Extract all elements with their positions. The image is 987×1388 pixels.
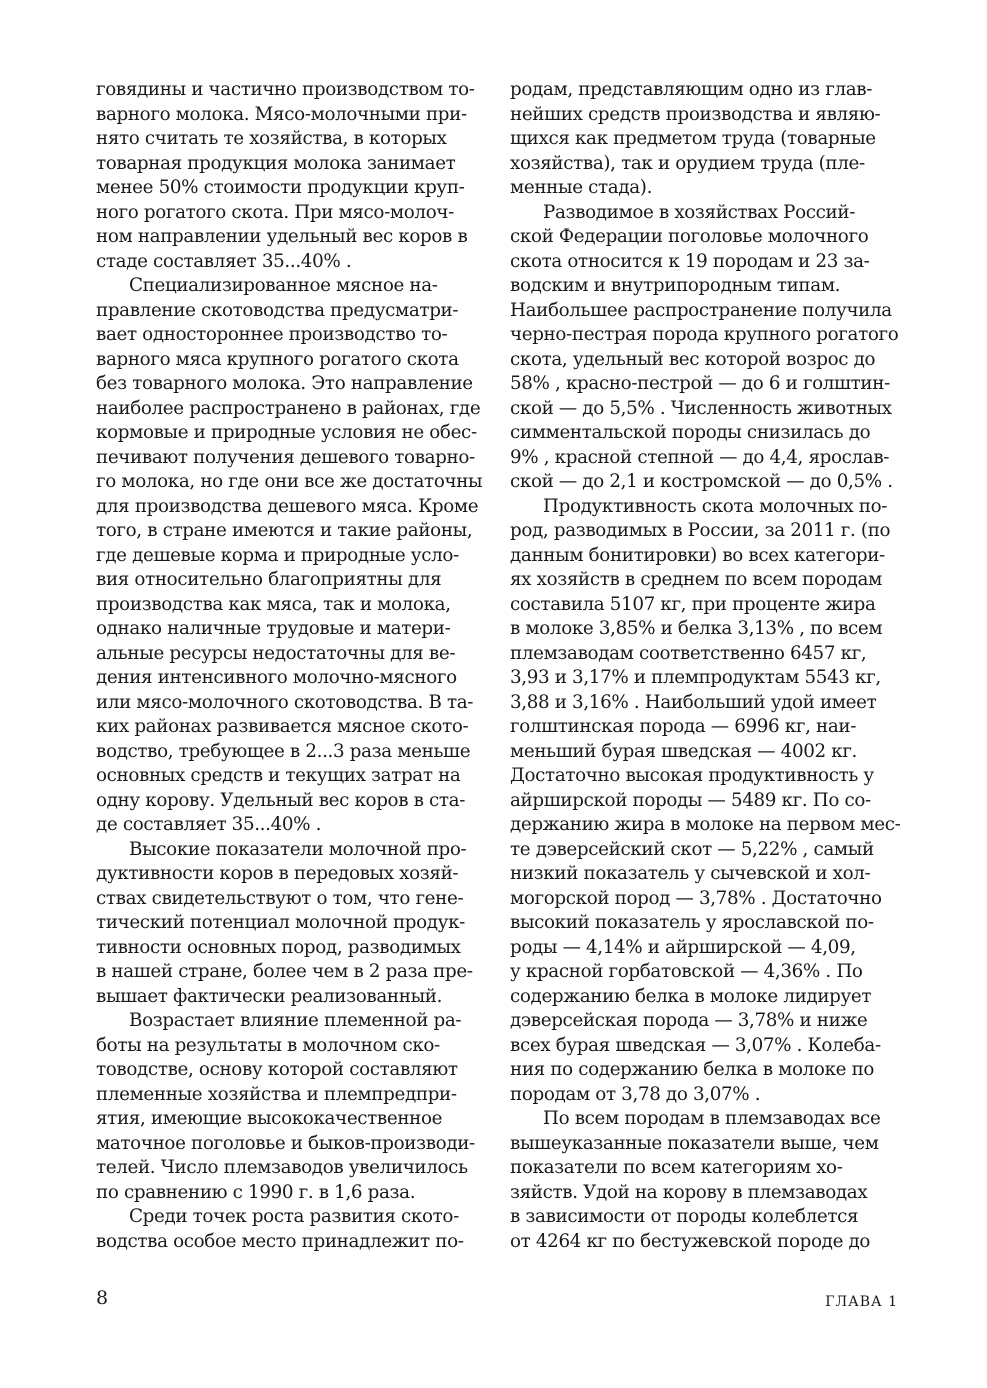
text-line: племенные хозяйства и племпредпри- — [96, 1083, 457, 1105]
text-line: ской — до 5,5% . Численность животных — [510, 397, 892, 419]
text-line: дуктивности коров в передовых хозяй- — [96, 863, 459, 884]
text-line: правление скотоводства предусматри- — [96, 299, 459, 321]
text-line: те дэверсейский скот — 5,22% , самый — [510, 838, 874, 860]
text-line: ких районах развивается мясное ското- — [96, 716, 469, 737]
text-line: ния по содержанию белка в молоке по — [510, 1059, 875, 1080]
text-line: Разводимое в хозяйствах Россий- — [543, 201, 856, 223]
text-line: Наибольшее распространение получила — [510, 299, 892, 321]
text-line: одну корову. Удельный вес коров в ста- — [96, 789, 466, 811]
text-line: без товарного молока. Это направление — [96, 373, 473, 394]
text-line: стаде составляет 35...40% . — [96, 250, 352, 272]
text-line: породам от 3,78 до 3,07% . — [510, 1083, 761, 1105]
text-line: ской — до 2,1 и костромской — до 0,5% . — [510, 471, 893, 492]
text-line: род, разводимых в России, за 2011 г. (по — [510, 520, 891, 541]
text-line: высокий показатель у ярославской по- — [510, 912, 874, 933]
text-line: родам, представляющим одно из глав- — [510, 79, 873, 100]
text-line: всех бурая шведская — 3,07% . Колеба- — [510, 1034, 881, 1056]
text-line: по сравнению с 1990 г. в 1,6 раза. — [96, 1181, 416, 1203]
page-number: 8 — [96, 1287, 109, 1309]
text-line: основных средств и текущих затрат на — [96, 765, 461, 786]
text-line: нято считать те хозяйства, в которых — [96, 128, 447, 149]
text-line: боты на результаты в молочном ско- — [96, 1034, 440, 1056]
text-line: варного мяса крупного рогатого скота — [96, 348, 459, 370]
text-line: 58% , красно-пестрой — до 6 и голштин- — [510, 373, 890, 394]
text-line: производства как мяса, так и молока, — [96, 593, 451, 615]
text-line: варного молока. Мясо-молочными при- — [96, 103, 467, 125]
text-line: в молоке 3,85% и белка 3,13% , по всем — [510, 618, 883, 639]
text-line: Продуктивность скота молочных по- — [543, 495, 888, 517]
text-line: для производства дешевого мяса. Кроме — [96, 495, 479, 517]
text-line: де составляет 35...40% . — [96, 814, 322, 835]
text-line: тический потенциал молочной продук- — [96, 912, 465, 933]
text-line: менные стада). — [510, 177, 653, 198]
text-line: роды — 4,14% и айрширской — 4,09, — [510, 936, 856, 958]
text-line: товодстве, основу которой составляют — [96, 1059, 458, 1080]
text-line: у красной горбатовской — 4,36% . По — [510, 961, 863, 982]
text-line: Специализированное мясное на- — [129, 275, 438, 296]
text-line: ствах свидетельствуют о том, что гене- — [96, 887, 464, 909]
text-line: печивают получения дешевого товарно- — [96, 446, 475, 468]
text-line: товарная продукция молока занимает — [96, 152, 456, 174]
text-line: телей. Число племзаводов увеличилось — [96, 1157, 468, 1178]
text-line: вает одностороннее производство то- — [96, 324, 448, 345]
text-line: составила 5107 кг, при проценте жира — [510, 593, 876, 615]
text-line: наиболее распространено в районах, где — [96, 397, 481, 419]
text-line: маточное поголовье и быков-производи- — [96, 1132, 475, 1154]
text-line: симментальской породы снизилась до — [510, 422, 871, 443]
text-line: вышает фактически реализованный. — [96, 985, 443, 1007]
text-line: Возрастает влияние племенной ра- — [129, 1010, 462, 1031]
text-line: Среди точек роста развития ското- — [129, 1206, 459, 1227]
text-line: 9% , красной степной — до 4,4, ярослав- — [510, 446, 890, 468]
text-line: где дешевые корма и природные усло- — [96, 544, 459, 566]
text-line: однако наличные трудовые и матери- — [96, 618, 451, 639]
text-line: го молока, но где они все же достаточны — [96, 471, 483, 492]
text-line: держанию жира в молоке на первом мес- — [510, 814, 901, 835]
text-line: дения интенсивного молочно-мясного — [96, 667, 457, 688]
text-line: низкий показатель у сычевской и хол- — [510, 863, 871, 884]
text-line: альные ресурсы недостаточны для ве- — [96, 642, 456, 664]
text-line: кормовые и природные условия не обес- — [96, 422, 477, 443]
text-line: голштинская порода — 6996 кг, наи- — [510, 716, 857, 737]
text-line: ях хозяйств в среднем по всем породам — [510, 569, 882, 590]
text-line: менее 50% стоимости продукции круп- — [96, 177, 465, 198]
text-line: ного рогатого скота. При мясо-молоч- — [96, 201, 454, 223]
text-line: говядины и частично производством то- — [96, 79, 475, 100]
text-line: щихся как предметом труда (товарные — [510, 128, 876, 149]
running-head: ГЛАВА 1 — [825, 1294, 898, 1310]
text-line: содержанию белка в молоке лидирует — [510, 985, 872, 1007]
right-text-column — [510, 78, 900, 1254]
text-line: нейших средств производства и являю- — [510, 103, 881, 125]
text-line: 3,88 и 3,16% . Наибольший удой имеет — [510, 691, 877, 713]
text-line: Высокие показатели молочной про- — [129, 838, 467, 860]
text-line: от 4264 кг по бестужевской породе до — [510, 1230, 871, 1252]
text-line: хозяйства), так и орудием труда (пле- — [510, 152, 865, 174]
text-line: в зависимости от породы колеблется — [510, 1206, 859, 1227]
text-line: данным бонитировки) во всех категори- — [510, 544, 885, 566]
text-line: айрширской породы — 5489 кг. По со- — [510, 789, 871, 811]
text-line: черно-пестрая порода крупного рогатого — [510, 324, 899, 345]
text-line: вышеуказанные показатели выше, чем — [510, 1132, 879, 1154]
text-line: в нашей стране, более чем в 2 раза пре- — [96, 961, 473, 982]
text-line: скота, удельный вес которой возрос до — [510, 348, 876, 370]
text-line: зяйств. Удой на корову в племзаводах — [510, 1181, 868, 1203]
text-line: тивности основных пород, разводимых — [96, 936, 461, 958]
text-line: водским и внутрипородным типам. — [510, 275, 841, 296]
text-line: или мясо-молочного скотоводства. В та- — [96, 691, 474, 713]
text-line: водства особое место принадлежит по- — [96, 1230, 464, 1252]
text-line: могорской пород — 3,78% . Достаточно — [510, 887, 882, 909]
text-line: ятия, имеющие высококачественное — [96, 1108, 443, 1129]
text-line: вия относительно благоприятны для — [96, 569, 442, 590]
text-line: меньший бурая шведская — 4002 кг. — [510, 740, 858, 762]
text-line: ской Федерации поголовье молочного — [510, 226, 869, 247]
text-line: водство, требующее в 2...3 раза меньше — [96, 740, 471, 762]
text-line: показатели по всем категориям хо- — [510, 1157, 843, 1178]
text-line: племзаводам соответственно 6457 кг, — [510, 642, 867, 664]
text-line: 3,93 и 3,17% и племпродуктам 5543 кг, — [510, 667, 881, 688]
text-line: ном направлении удельный вес коров в — [96, 226, 468, 247]
text-line: Достаточно высокая продуктивность у — [510, 765, 874, 786]
text-line: дэверсейская порода — 3,78% и ниже — [510, 1010, 868, 1031]
text-line: того, в стране имеются и такие районы, — [96, 520, 473, 541]
text-line: По всем породам в племзаводах все — [543, 1108, 881, 1129]
text-line: скота относится к 19 породам и 23 за- — [510, 250, 870, 272]
left-text-column — [96, 78, 486, 1254]
